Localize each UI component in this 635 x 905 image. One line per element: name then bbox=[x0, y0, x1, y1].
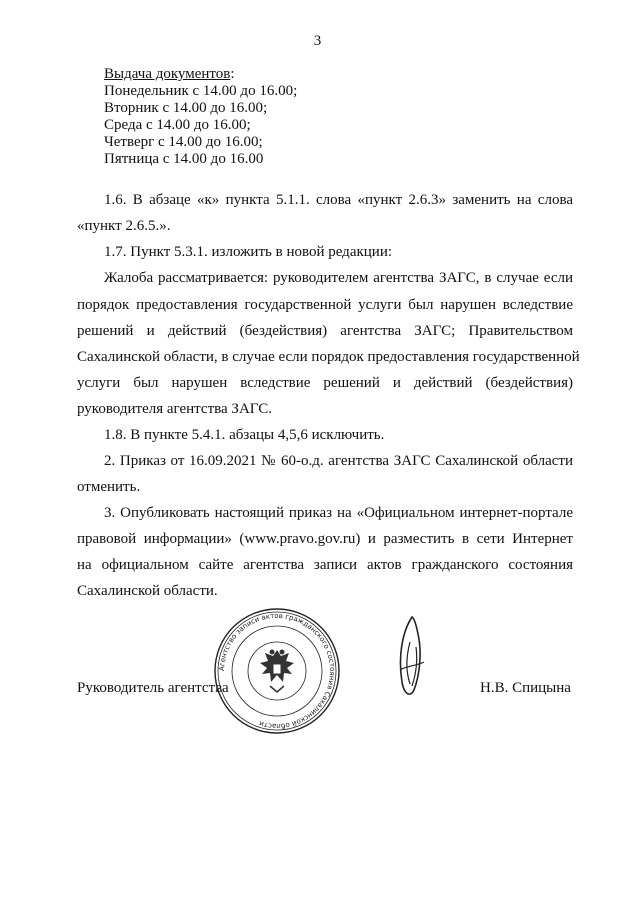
paragraph-2: 2. Приказ от 16.09.2021 № 60-о.д. агентства ЗАГС Сахалинской области bbox=[104, 453, 573, 469]
complaint-line: услуги был нарушен вследствие решений и действий (бездействия) bbox=[77, 375, 573, 391]
page-number: 3 bbox=[313, 33, 322, 49]
paragraph-1-6: 1.6. В абзаце «к» пункта 5.1.1. слова «пункт 2.6.3» заменить на слова bbox=[104, 192, 573, 208]
schedule-heading bbox=[104, 65, 235, 83]
complaint-line: Сахалинской области, в случае если порядок предоставления государственной bbox=[77, 349, 580, 365]
seal-text: Агентство записи актов гражданского состояния Сахалинской области bbox=[217, 611, 337, 731]
paragraph-3-cont: на официальном сайте агентства записи актов гражданского состояния bbox=[77, 557, 573, 573]
official-seal bbox=[212, 606, 342, 736]
complaint-line: руководителя агентства ЗАГС. bbox=[77, 401, 272, 417]
paragraph-1-8: 1.8. В пункте 5.4.1. абзацы 4,5,6 исключить. bbox=[104, 427, 385, 443]
signatory-name: Н.В. Спицына bbox=[480, 680, 571, 696]
schedule-line: Пятница с 14.00 до 16.00 bbox=[104, 151, 264, 167]
complaint-line: порядок предоставления государственной услуги был нарушен вследствие bbox=[77, 297, 573, 313]
handwritten-signature bbox=[392, 612, 432, 702]
schedule-heading-text: Выдача документов bbox=[104, 66, 231, 82]
paragraph-2-cont: отменить. bbox=[77, 479, 141, 495]
signatory-position: Руководитель агентства bbox=[77, 680, 229, 696]
schedule-line: Вторник с 14.00 до 16.00; bbox=[104, 100, 268, 116]
paragraph-3: 3. Опубликовать настоящий приказ на «Официальном интернет-портале bbox=[104, 505, 573, 521]
paragraph-3-cont: правовой информации» (www.pravo.gov.ru) и разместить в сети Интернет bbox=[77, 531, 573, 547]
schedule-line: Среда с 14.00 до 16.00; bbox=[104, 117, 251, 133]
paragraph-1-6-cont: «пункт 2.6.5.». bbox=[77, 218, 171, 234]
paragraph-3-cont: Сахалинской области. bbox=[77, 583, 218, 599]
schedule-heading-colon: : bbox=[230, 66, 235, 82]
schedule-line: Четверг с 14.00 до 16.00; bbox=[104, 134, 263, 150]
paragraph-1-7: 1.7. Пункт 5.3.1. изложить в новой редакции: bbox=[104, 244, 393, 260]
complaint-line: Жалоба рассматривается: руководителем агентства ЗАГС, в случае если bbox=[104, 270, 573, 286]
complaint-line: решений и действий (бездействия) агентства ЗАГС; Правительством bbox=[77, 323, 573, 339]
schedule-line: Понедельник с 14.00 до 16.00; bbox=[104, 83, 298, 99]
eagle-emblem-icon bbox=[260, 650, 294, 693]
